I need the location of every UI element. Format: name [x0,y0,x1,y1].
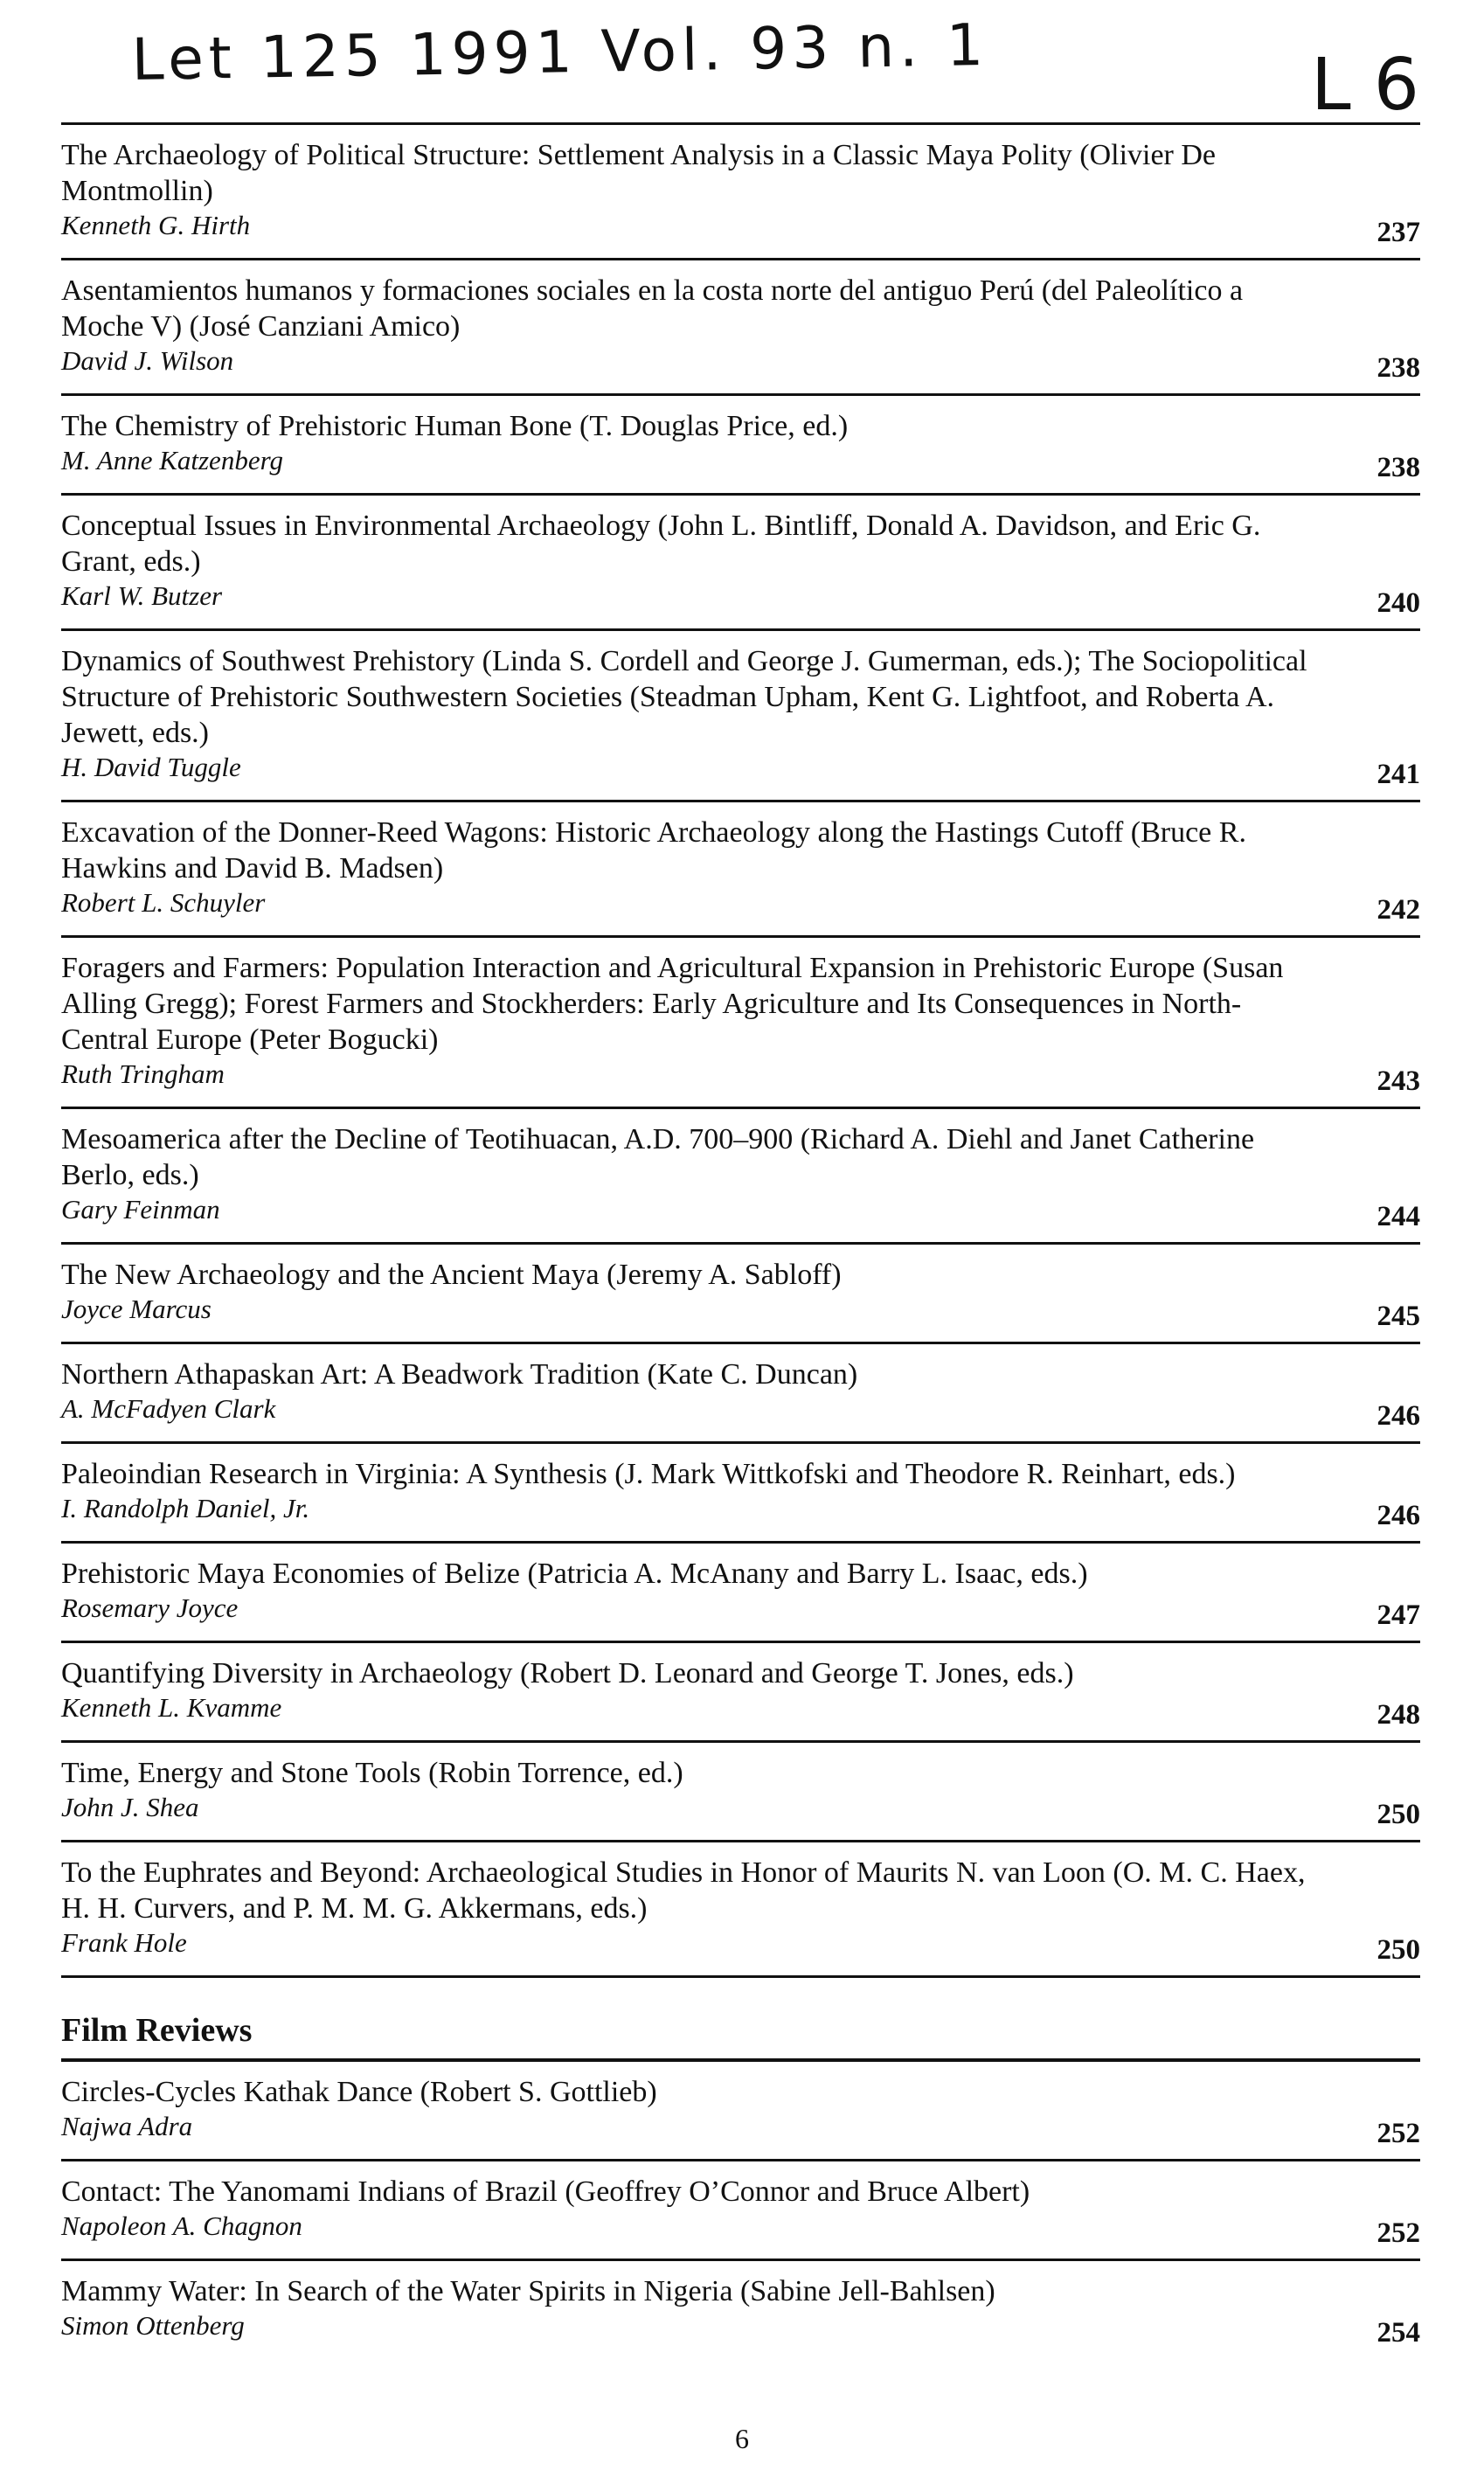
reviewer-name: Frank Hole [61,1927,187,1958]
page-reference: 241 [1377,759,1420,790]
reviewer-line [61,1691,1420,1731]
review-title: Excavation of the Donner-Reed Wagons: Historic Archaeology along the Hastings Cutoff (Bruce R. Hawkins and David B. Madsen) [61,816,1246,885]
review-entry [61,1544,1420,1643]
review-title: Contact: The Yanomami Indians of Brazil (Geoffrey O’Connor and Bruce Albert) [61,2175,1030,2208]
reviewer-line [61,579,1420,619]
reviewer-name: I. Randolph Daniel, Jr. [61,1493,310,1523]
handwritten-shelfmark: L 6 [1311,44,1419,127]
reviewer-line [61,209,1420,248]
reviewer-name: Robert L. Schuyler [61,887,266,918]
page-reference: 238 [1377,452,1420,483]
reviewer-line [61,1392,1420,1432]
reviewer-line [61,444,1420,483]
reviewer-line [61,1592,1420,1631]
review-title: To the Euphrates and Beyond: Archaeological Studies in Honor of Maurits N. van Loon (O. M. C. Haex, H. H. Curvers, and P. M. M. G. Akkermans, eds.) [61,1856,1306,1925]
reviewer-name: Ruth Tringham [61,1058,225,1089]
review-title: The Chemistry of Prehistoric Human Bone (T. Douglas Price, ed.) [61,410,849,442]
reviewer-line [61,2110,1420,2149]
book-reviews-list [61,125,1420,1978]
reviewer-line [61,344,1420,384]
reviewer-line [61,886,1420,926]
review-title: Dynamics of Southwest Prehistory (Linda S. Cordell and George J. Gumerman, eds.); The Sociopolitical Structure of Prehistoric Southwestern Societies (Steadman Upham, Kent G. Lightfoot, and Roberta A. Jewett, eds.) [61,645,1307,749]
reviewer-line [61,1492,1420,1531]
review-entry [61,631,1420,802]
reviewer-line [61,2309,1420,2349]
review-title: Paleoindian Research in Virginia: A Synthesis (J. Mark Wittkofski and Theodore R. Reinhart, eds.) [61,1458,1236,1490]
reviewer-name: A. McFadyen Clark [61,1393,276,1424]
review-title: Quantifying Diversity in Archaeology (Robert D. Leonard and George T. Jones, eds.) [61,1657,1074,1690]
page-reference: 248 [1377,1699,1420,1731]
review-title: Foragers and Farmers: Population Interaction and Agricultural Expansion in Prehistoric Europe (Susan Alling Gregg); Forest Farmers and Stockherders: Early Agriculture and Its Consequences in North-Central Europe (Peter Bogucki) [61,952,1284,1056]
review-title: Northern Athapaskan Art: A Beadwork Tradition (Kate C. Duncan) [61,1358,858,1391]
review-title: Asentamientos humanos y formaciones sociales en la costa norte del antiguo Perú (del Paleolítico a Moche V) (José Canziani Amico) [61,274,1244,343]
reviewer-name: M. Anne Katzenberg [61,445,283,475]
reviewer-line [61,1926,1420,1966]
review-title: The Archaeology of Political Structure: Settlement Analysis in a Classic Maya Polity (Olivier De Montmollin) [61,139,1217,207]
review-entry [61,260,1420,396]
review-entry [61,802,1420,938]
reviewer-name: Najwa Adra [61,2111,193,2141]
reviewer-line [61,1293,1420,1332]
page-reference: 242 [1377,894,1420,926]
page-reference: 243 [1377,1065,1420,1097]
reviewer-name: Joyce Marcus [61,1294,212,1324]
page-reference: 250 [1377,1799,1420,1830]
reviewer-line [61,2210,1420,2249]
handwritten-note: Let 125 1991 Vol. 93 n. 1 [131,10,989,94]
review-entry [61,2161,1420,2261]
page-reference: 240 [1377,587,1420,619]
reviewer-name: Rosemary Joyce [61,1592,239,1623]
page-reference: 246 [1377,1500,1420,1531]
contents-list [61,122,1420,2358]
reviewer-name: Napoleon A. Chagnon [61,2210,302,2241]
reviewer-line [61,1193,1420,1232]
film-reviews-list [61,2062,1420,2358]
review-entry [61,1743,1420,1842]
reviewer-line [61,1058,1420,1097]
review-entry [61,2062,1420,2161]
reviewer-name: Simon Ottenberg [61,2310,245,2341]
page-number: 6 [735,2423,749,2454]
page-reference: 244 [1377,1201,1420,1232]
page-reference: 245 [1377,1301,1420,1332]
reviewer-line [61,1791,1420,1830]
reviewer-name: Karl W. Butzer [61,580,223,611]
review-title: Prehistoric Maya Economies of Belize (Patricia A. McAnany and Barry L. Isaac, eds.) [61,1558,1088,1590]
reviewer-line [61,751,1420,790]
reviewer-name: John J. Shea [61,1792,199,1822]
page-reference: 252 [1377,2217,1420,2249]
page-reference: 238 [1377,352,1420,384]
page-reference: 246 [1377,1400,1420,1432]
review-entry [61,496,1420,631]
review-title: Mammy Water: In Search of the Water Spirits in Nigeria (Sabine Jell-Bahlsen) [61,2275,995,2307]
review-entry [61,396,1420,496]
review-entry [61,1344,1420,1444]
review-title: Conceptual Issues in Environmental Archaeology (John L. Bintliff, Donald A. Davidson, and Eric G. Grant, eds.) [61,510,1261,578]
page-reference: 252 [1377,2118,1420,2149]
page-reference: 250 [1377,1934,1420,1966]
review-title: Circles-Cycles Kathak Dance (Robert S. Gottlieb) [61,2076,657,2108]
review-title: The New Archaeology and the Ancient Maya (Jeremy A. Sabloff) [61,1259,842,1291]
review-entry [61,1842,1420,1978]
review-entry [61,125,1420,260]
reviewer-name: David J. Wilson [61,345,234,376]
review-entry [61,938,1420,1109]
review-entry [61,1643,1420,1743]
page-reference: 254 [1377,2317,1420,2349]
section-heading-film-reviews: Film Reviews [61,1978,1420,2062]
reviewer-name: H. David Tuggle [61,752,241,782]
reviewer-name: Gary Feinman [61,1194,220,1225]
page-reference: 247 [1377,1599,1420,1631]
reviewer-name: Kenneth L. Kvamme [61,1692,282,1723]
review-title: Time, Energy and Stone Tools (Robin Torrence, ed.) [61,1757,683,1789]
page-reference: 237 [1377,217,1420,248]
review-entry [61,1245,1420,1344]
review-entry [61,1109,1420,1245]
reviewer-name: Kenneth G. Hirth [61,210,251,240]
review-entry [61,1444,1420,1544]
review-title: Mesoamerica after the Decline of Teotihuacan, A.D. 700–900 (Richard A. Diehl and Janet Catherine Berlo, eds.) [61,1123,1255,1191]
review-entry [61,2261,1420,2358]
